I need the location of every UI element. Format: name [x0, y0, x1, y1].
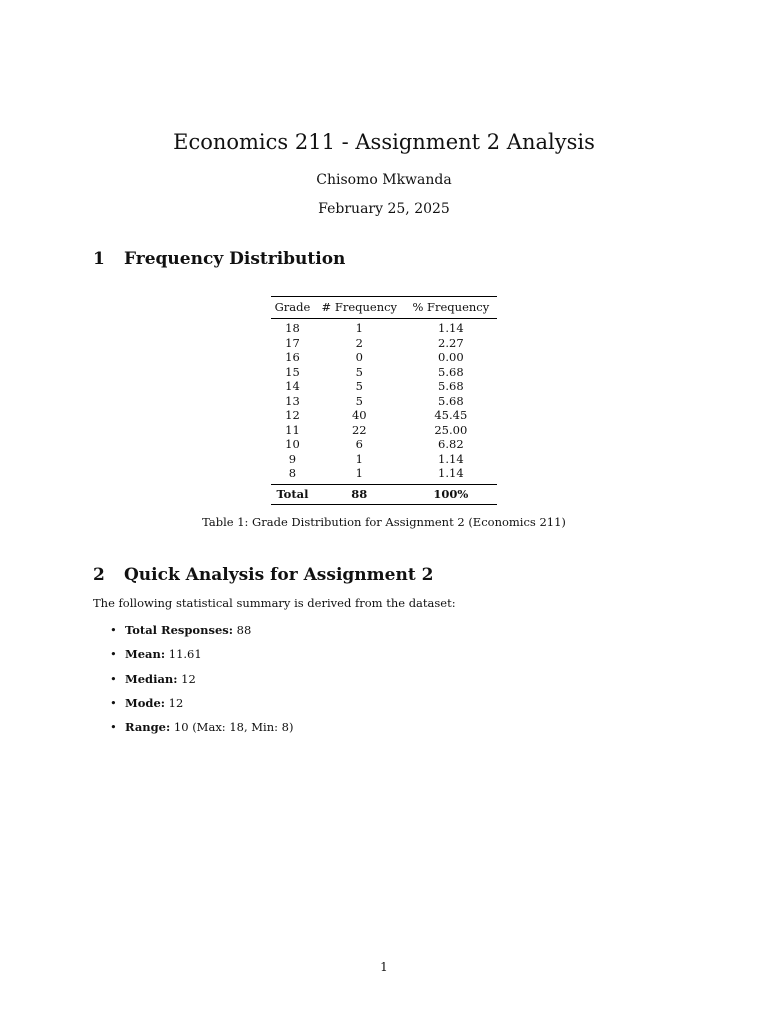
percent-cell: 1.14	[438, 466, 464, 480]
page-number: 1	[380, 960, 388, 974]
table-row	[271, 336, 497, 351]
percent-cell: 0.00	[438, 350, 464, 364]
stat-label: Median:	[125, 671, 178, 686]
column-header-grade: Grade	[271, 297, 314, 319]
percent-cell: 1.14	[438, 321, 464, 335]
section-title: Frequency Distribution	[124, 249, 346, 269]
grade-cell: 18	[285, 321, 300, 335]
table-row	[271, 437, 497, 452]
grade-cell: 16	[285, 350, 300, 364]
document-title: Economics 211 - Assignment 2 Analysis	[173, 130, 595, 154]
stat-value: 12	[168, 695, 184, 710]
count-cell: 1	[355, 321, 363, 335]
stat-label: Mode:	[125, 695, 166, 710]
table-row	[271, 319, 497, 336]
percent-cell: 45.45	[434, 408, 468, 422]
stat-label: Range:	[125, 720, 171, 735]
table-caption: Table 1: Grade Distribution for Assignment 2 (Economics 211)	[202, 515, 566, 529]
count-cell: 0	[355, 350, 363, 364]
count-cell: 5	[355, 379, 363, 393]
list-item	[110, 671, 293, 695]
table-row	[271, 452, 497, 467]
section-title: Quick Analysis for Assignment 2	[124, 565, 434, 585]
list-item	[110, 695, 293, 719]
grade-cell: 17	[285, 335, 300, 350]
table-row	[271, 365, 497, 380]
table-header-row	[271, 297, 497, 319]
grade-cell: 14	[285, 379, 300, 393]
section-heading-quick-analysis	[93, 565, 433, 585]
count-cell: 1	[355, 466, 363, 480]
grade-cell: 15	[285, 364, 300, 379]
stat-value: 12	[181, 671, 196, 686]
grade-cell: 11	[285, 422, 300, 437]
percent-cell: 6.82	[438, 437, 464, 451]
total-label-cell: Total	[271, 484, 314, 505]
stat-label: Mean:	[125, 647, 166, 662]
percent-cell: 5.68	[438, 393, 464, 408]
list-item	[110, 719, 293, 743]
bullet-icon: •	[110, 623, 117, 637]
grade-cell: 9	[288, 451, 297, 466]
percent-cell: 25.00	[434, 422, 468, 437]
stat-value: 10 (Max: 18, Min: 8)	[173, 720, 294, 735]
frequency-table-container	[271, 296, 497, 505]
count-cell: 5	[355, 393, 363, 408]
percent-cell: 5.68	[438, 364, 464, 379]
table-row	[271, 379, 497, 394]
stat-value: 88	[236, 623, 252, 637]
section-number: 1	[93, 249, 105, 269]
count-cell: 22	[351, 422, 367, 437]
bullet-icon: •	[110, 671, 117, 686]
table-row	[271, 423, 497, 438]
section-number: 2	[93, 565, 105, 585]
column-header-count-frequency: # Frequency	[314, 297, 405, 319]
percent-cell: 5.68	[438, 379, 464, 393]
grade-cell: 13	[285, 393, 300, 408]
table-row	[271, 408, 497, 423]
bullet-icon: •	[110, 720, 117, 735]
list-item	[110, 646, 293, 670]
count-cell: 6	[355, 437, 363, 451]
section-intro-text: The following statistical summary is derived from the dataset:	[93, 596, 456, 610]
percent-cell: 1.14	[438, 451, 464, 466]
document-date: February 25, 2025	[318, 201, 450, 217]
table-row	[271, 466, 497, 484]
percent-cell: 2.27	[438, 335, 464, 350]
bullet-icon: •	[110, 695, 117, 710]
table-row	[271, 394, 497, 409]
frequency-table	[271, 296, 497, 505]
grade-cell: 12	[285, 408, 300, 422]
stat-value: 11.61	[168, 647, 202, 662]
grade-cell: 10	[285, 437, 300, 451]
count-cell: 1	[355, 451, 363, 466]
bullet-icon: •	[110, 647, 117, 662]
grade-cell: 8	[288, 466, 297, 480]
count-cell: 40	[351, 408, 367, 422]
count-cell: 5	[355, 364, 363, 379]
total-percent-cell: 100%	[405, 484, 497, 505]
list-item	[110, 622, 293, 646]
column-header-percent-frequency: % Frequency	[405, 297, 497, 319]
author-name: Chisomo Mkwanda	[316, 172, 452, 188]
section-heading-frequency-distribution	[93, 249, 345, 269]
table-row	[271, 350, 497, 365]
total-count-cell: 88	[314, 484, 405, 505]
stat-label: Total Responses:	[125, 623, 233, 637]
count-cell: 2	[355, 335, 363, 350]
statistics-list	[110, 622, 293, 743]
table-total-row	[271, 484, 497, 505]
